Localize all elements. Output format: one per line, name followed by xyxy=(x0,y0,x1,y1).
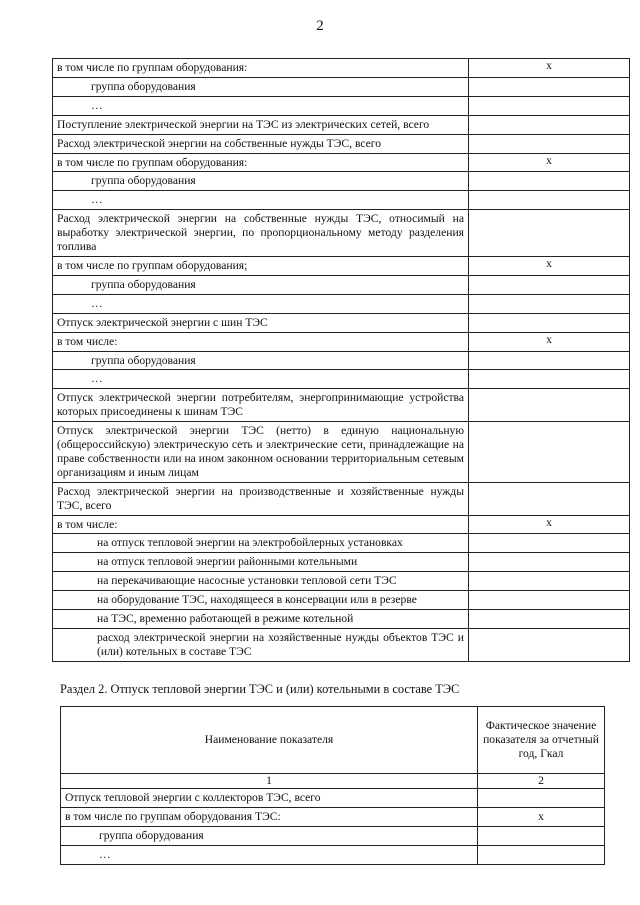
table-row xyxy=(61,826,605,845)
row-label: Поступление электрической энергии на ТЭС из электрических сетей, всего xyxy=(53,115,469,134)
electricity-balance-table xyxy=(52,58,630,662)
row-label: … xyxy=(53,191,469,210)
section-title: Раздел 2. Отпуск тепловой энергии ТЭС и (или) котельными в составе ТЭС xyxy=(60,682,460,696)
row-value xyxy=(469,422,630,483)
row-value xyxy=(478,845,605,864)
table-row xyxy=(53,153,630,172)
row-label: Отпуск электрической энергии ТЭС (нетто) в единую национальную (общероссийскую) электрическую сеть и электрические сети, принадлежащие на праве собственности или на ином законном основании территориальным сетевым организациям и иным лицам xyxy=(53,422,469,483)
row-label: на отпуск тепловой энергии районными котельными xyxy=(53,553,469,572)
row-label: группа оборудования xyxy=(53,351,469,370)
table-row xyxy=(53,313,630,332)
row-label: … xyxy=(53,370,469,389)
table-row xyxy=(53,115,630,134)
row-label: в том числе по группам оборудования ТЭС: xyxy=(61,807,478,826)
row-value: х xyxy=(469,153,630,172)
table-row xyxy=(53,389,630,422)
row-label: в том числе по группам оборудования: xyxy=(53,153,469,172)
table-row xyxy=(53,422,630,483)
row-label: на отпуск тепловой энергии на электробойлерных установках xyxy=(53,534,469,553)
column-header-name: Наименование показателя xyxy=(61,707,478,774)
row-label: Отпуск электрической энергии потребителям, энергопринимающие устройства которых присоединены к шинам ТЭС xyxy=(53,389,469,422)
row-value xyxy=(469,210,630,257)
row-label: Расход электрической энергии на собственные нужды ТЭС, относимый на выработку электрической энергии, по пропорциональному методу разделения топлива xyxy=(53,210,469,257)
row-label: … xyxy=(53,294,469,313)
table-row xyxy=(53,210,630,257)
heat-supply-table xyxy=(60,706,605,865)
table-row xyxy=(53,294,630,313)
row-label: группа оборудования xyxy=(53,172,469,191)
row-label: Отпуск электрической энергии с шин ТЭС xyxy=(53,313,469,332)
row-label: … xyxy=(61,845,478,864)
table-row xyxy=(53,591,630,610)
row-label: в том числе по группам оборудования: xyxy=(53,59,469,78)
row-value xyxy=(469,77,630,96)
row-label: группа оборудования xyxy=(53,77,469,96)
row-label: на перекачивающие насосные установки тепловой сети ТЭС xyxy=(53,572,469,591)
row-value xyxy=(469,172,630,191)
table-row xyxy=(53,332,630,351)
table-row xyxy=(61,845,605,864)
row-value: х xyxy=(478,807,605,826)
row-value xyxy=(469,534,630,553)
row-label: в том числе по группам оборудования; xyxy=(53,256,469,275)
row-label: на оборудование ТЭС, находящееся в консервации или в резерве xyxy=(53,591,469,610)
row-value: х xyxy=(469,332,630,351)
table-row xyxy=(53,275,630,294)
table-row xyxy=(53,77,630,96)
row-label: Расход электрической энергии на производственные и хозяйственные нужды ТЭС, всего xyxy=(53,482,469,515)
row-value: х xyxy=(469,515,630,534)
column-number: 1 xyxy=(61,774,478,789)
row-value xyxy=(469,370,630,389)
row-label: в том числе: xyxy=(53,515,469,534)
table-row xyxy=(53,610,630,629)
row-value xyxy=(469,572,630,591)
column-number-row xyxy=(61,774,605,789)
row-value xyxy=(469,96,630,115)
row-label: расход электрической энергии на хозяйственные нужды объектов ТЭС и (или) котельных в составе ТЭС xyxy=(53,629,469,662)
row-label: Отпуск тепловой энергии с коллекторов ТЭС, всего xyxy=(61,788,478,807)
row-label: на ТЭС, временно работающей в режиме котельной xyxy=(53,610,469,629)
page-number: 2 xyxy=(316,18,324,34)
table-row xyxy=(53,256,630,275)
table-row xyxy=(53,370,630,389)
column-header-value: Фактическое значение показателя за отчетный год, Гкал xyxy=(478,707,605,774)
row-value xyxy=(469,294,630,313)
table-row xyxy=(61,807,605,826)
row-label: Расход электрической энергии на собственные нужды ТЭС, всего xyxy=(53,134,469,153)
row-value xyxy=(469,482,630,515)
row-label: … xyxy=(53,96,469,115)
row-value xyxy=(469,389,630,422)
row-value xyxy=(469,553,630,572)
table-row xyxy=(61,788,605,807)
table-header-row xyxy=(61,707,605,774)
column-number: 2 xyxy=(478,774,605,789)
row-label: группа оборудования xyxy=(53,275,469,294)
row-value xyxy=(469,115,630,134)
row-value xyxy=(469,591,630,610)
row-value xyxy=(469,351,630,370)
row-value xyxy=(469,610,630,629)
table-row xyxy=(53,515,630,534)
row-value xyxy=(478,826,605,845)
table-row xyxy=(53,96,630,115)
table-row xyxy=(53,59,630,78)
table-row xyxy=(53,572,630,591)
table-row xyxy=(53,172,630,191)
table-row xyxy=(53,553,630,572)
row-value xyxy=(469,191,630,210)
table-row xyxy=(53,534,630,553)
row-value xyxy=(469,275,630,294)
row-value: х xyxy=(469,59,630,78)
row-value xyxy=(469,629,630,662)
row-value xyxy=(469,313,630,332)
row-value: х xyxy=(469,256,630,275)
row-value xyxy=(478,788,605,807)
table-row xyxy=(53,351,630,370)
row-value xyxy=(469,134,630,153)
row-label: в том числе: xyxy=(53,332,469,351)
table-row xyxy=(53,629,630,662)
table-row xyxy=(53,134,630,153)
table-row xyxy=(53,482,630,515)
table-row xyxy=(53,191,630,210)
row-label: группа оборудования xyxy=(61,826,478,845)
